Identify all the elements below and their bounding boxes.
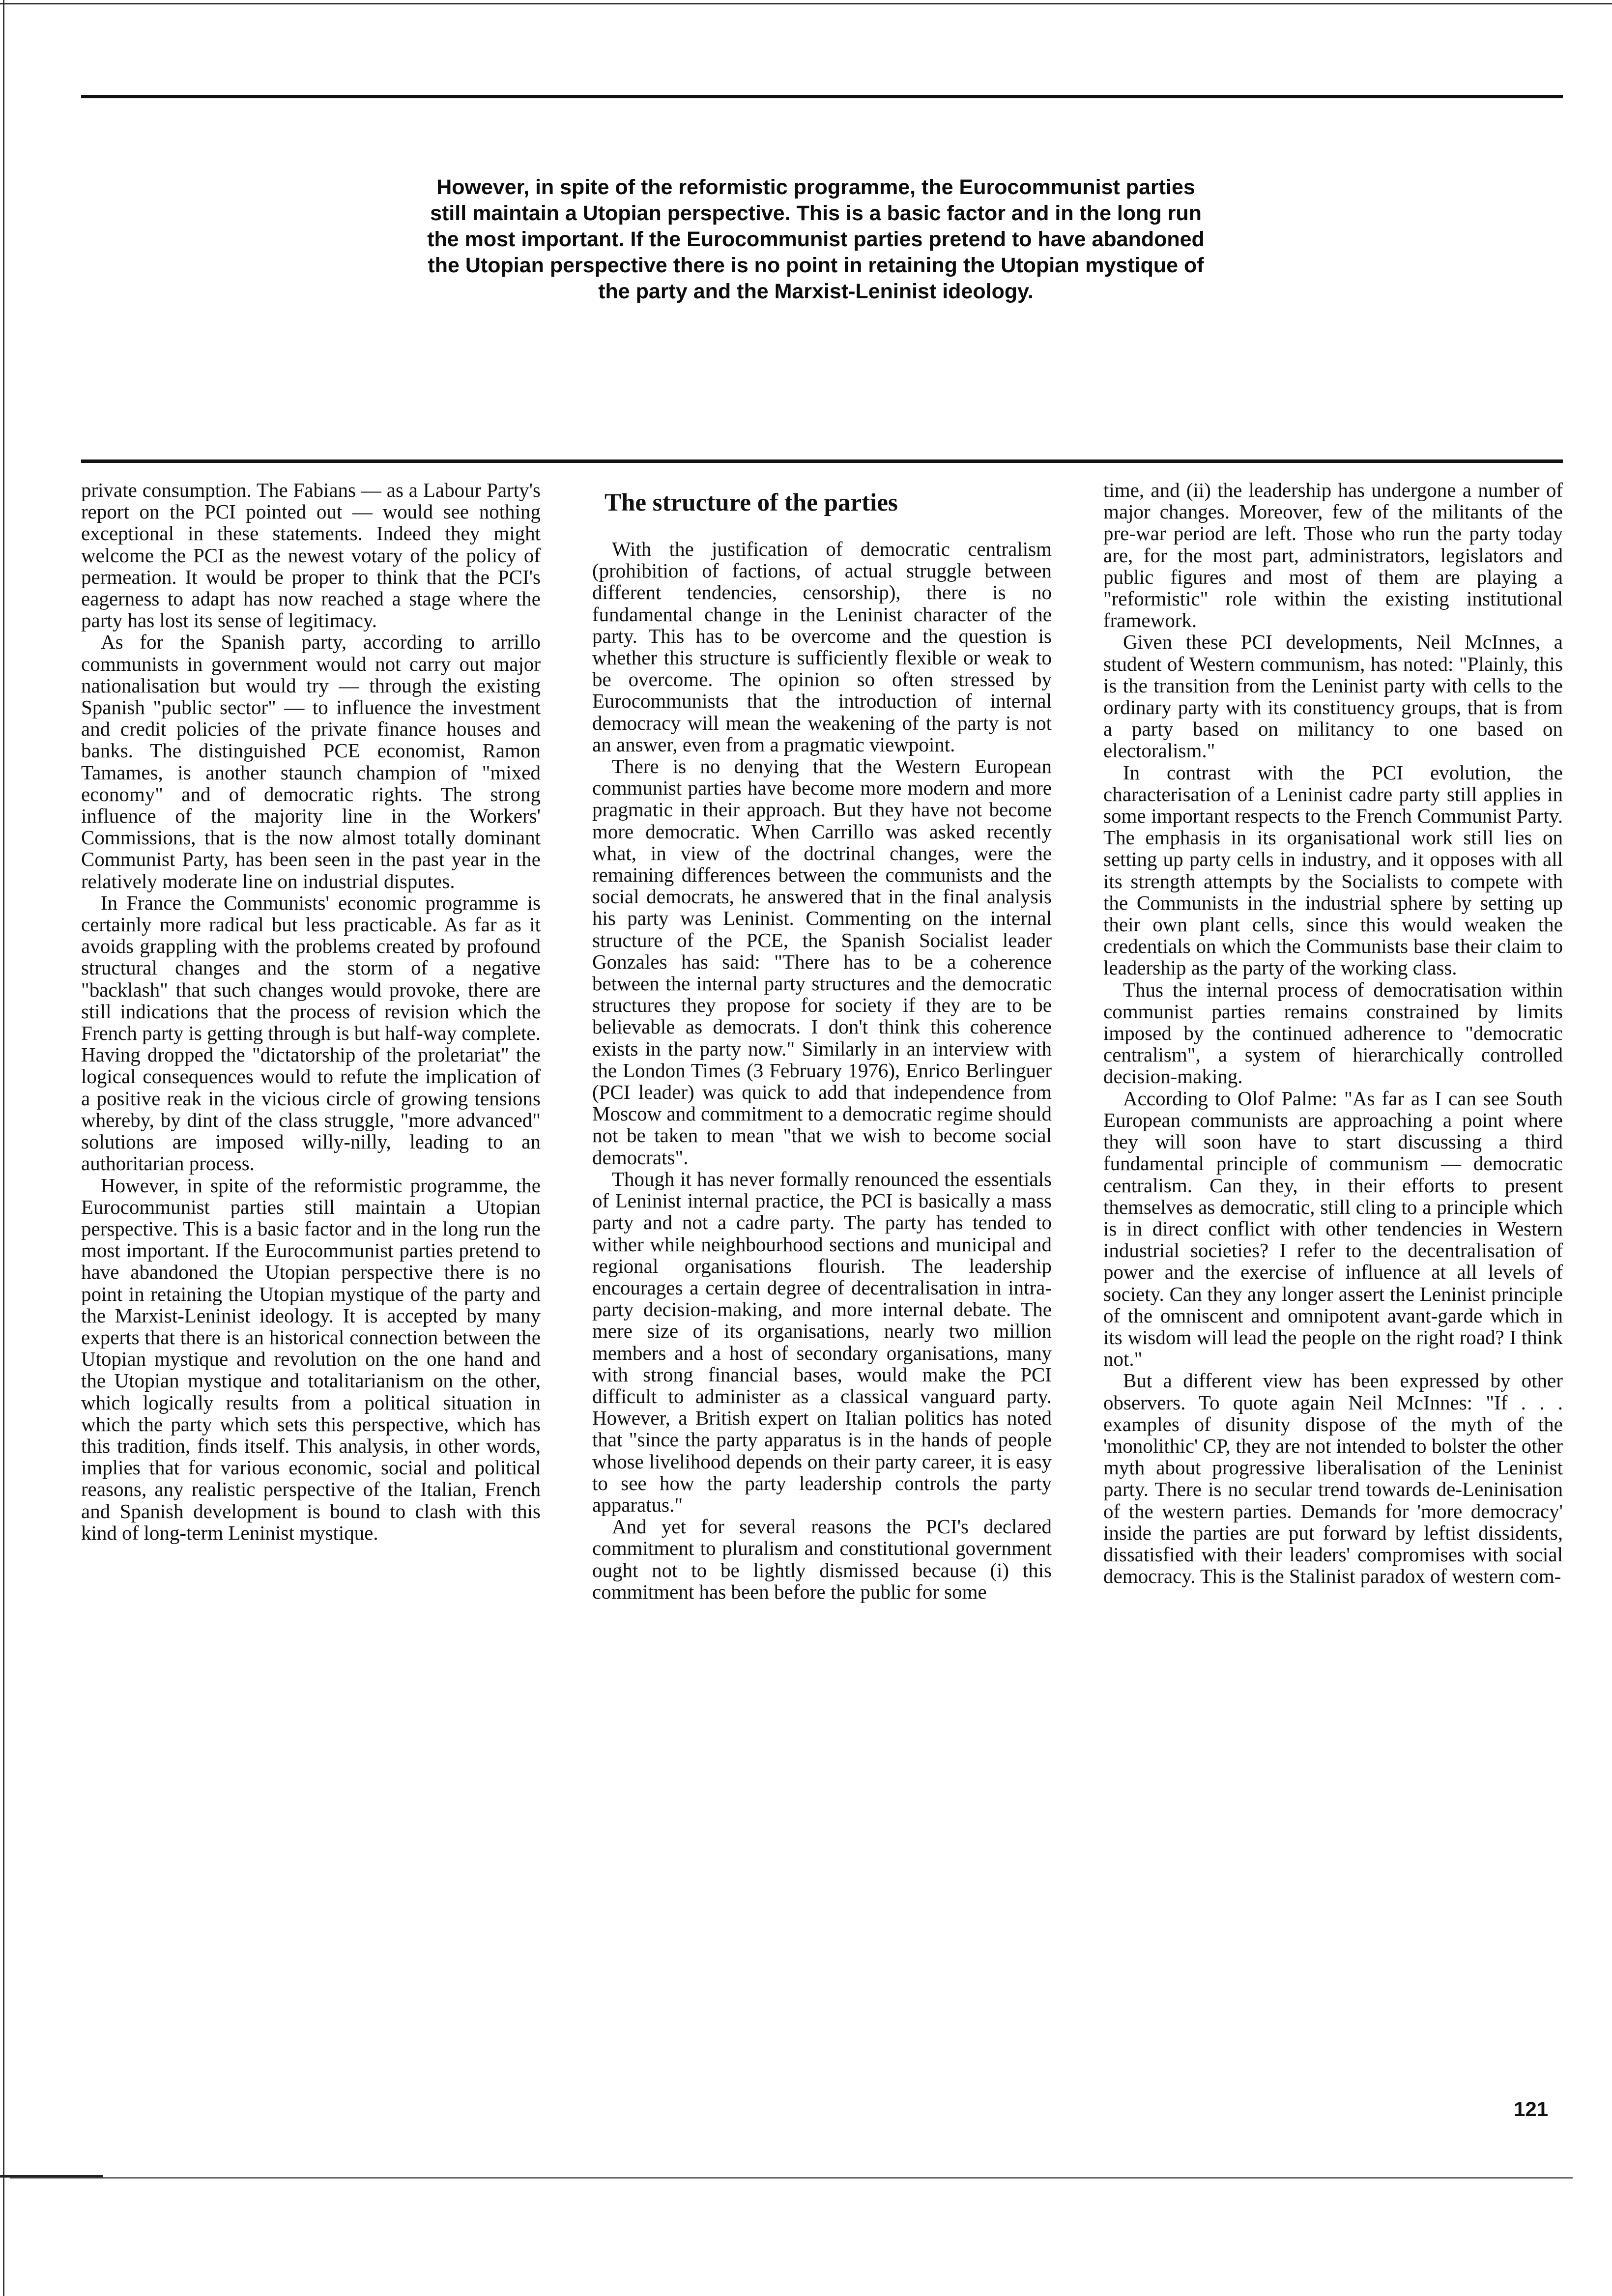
pull-quote-bottom-rule [81, 459, 1563, 463]
paragraph: There is no denying that the Western European communist parties have become more modern and more pragmatic in their approach. But they have not become more democratic. When Carrillo was asked recently what, in view of the doctrinal changes, were the remaining differences between the communists and the social democrats, he answered that in the final analysis his party was Leninist. Commenting on the internal structure of the PCE, the Spanish Socialist leader Gonzales has said: "There has to be a coherence between the internal party structures and the democratic structures they propose for society if they are to be believable as democrats. I don't think this coherence exists in the party now." Similarly in an interview with the London Times (3 February 1976), Enrico Berlinguer (PCI leader) was quick to add that independence from Moscow and commitment to a democratic regime should not be taken to mean "that we wish to become social democrats". [592, 755, 1052, 1169]
paragraph: Though it has never formally renounced the essentials of Leninist internal practice, the PCI is basically a mass party and not a cadre party. The party has tended to wither while neighbourhood sections and municipal and regional organisations flourish. The leadership encourages a certain degree of decentralisation in intra-party decision-making, and more internal debate. The mere size of its organisations, nearly two million members and a host of secondary organisations, many with strong financial bases, would make the PCI difficult to administer as a classical vanguard party. However, a British expert on Italian politics has noted that "since the party apparatus is in the hands of people whose livelihood depends on their party career, it is easy to see how the party leadership controls the party apparatus." [592, 1167, 1052, 1516]
scan-edge-left [3, 0, 4, 2296]
paragraph: And yet for several reasons the PCI's declared commitment to pluralism and constitutional government ought not to be lightly dismissed because (i) this commitment has been before the public for some [592, 1515, 1052, 1603]
paragraph: However, in spite of the reformistic programme, the Eurocommunist parties still maintain a Utopian perspective. This is a basic factor and in the long run the most important. If the Eurocommunist parties pretend to have abandoned the Utopian perspective there is no point in retaining the Utopian mystique of the party and the Marxist-Leninist ideology. It is accepted by many experts that there is an historical connection between the Utopian mystique and revolution on the one hand and the Utopian mystique and totalitarianism on the other, which logically results from a political situation in which the party which sets this perspective, which has this tradition, finds itself. This analysis, in other words, implies that for various economic, social and political reasons, any realistic perspective of the Italian, French and Spanish development is bound to clash with this kind of long-term Leninist mystique. [81, 1174, 541, 1544]
text-column-2 [592, 479, 1052, 1603]
paragraph: Given these PCI developments, Neil McInnes, a student of Western communism, has noted: "Plainly, this is the transition from the Leninist party with cells to the ordinary party with its constituency groups, that is from a party based on militancy to one based on electoralism." [1103, 631, 1563, 762]
text-column-3 [1103, 479, 1563, 1587]
paragraph: In contrast with the PCI evolution, the characterisation of a Leninist cadre party still applies in some important respects to the French Communist Party. The emphasis in its organisational work still lies on setting up party cells in industry, and it opposes with all its strength attempts by the Socialists to compete with the Communists in the industrial sphere by setting up their own plant cells, since this would weaken the credentials on which the Communists base their claim to leadership as the party of the working class. [1103, 761, 1563, 979]
paragraph: In France the Communists' economic programme is certainly more radical but less practicable. As far as it avoids grappling with the problems created by profound structural changes and the storm of a negative "backlash" that such changes would provoke, there are still indications that the process of revision which the French party is getting through is but half-way complete. Having dropped the "dictatorship of the proletariat" the logical consequences would to refute the implication of a positive reak in the vicious circle of growing tensions whereby, by dint of the class struggle, "more advanced" solutions are imposed willy-nilly, leading to an authoritarian process. [81, 891, 541, 1175]
text-column-1 [81, 479, 541, 1544]
scan-edge-bottom [10, 2177, 1573, 2179]
paragraph: time, and (ii) the leadership has undergone a number of major changes. Moreover, few of the militants of the pre-war period are left. Those who run the party today are, for the most part, administrators, legislators and public figures and most of them are playing a "reformistic" role within the existing institutional framework. [1103, 479, 1563, 632]
page-number: 121 [1514, 2097, 1549, 2121]
paragraph: According to Olof Palme: "As far as I can see South European communists are approaching a point where they will soon have to start discussing a third fundamental principle of communism — democratic centralism. Can they, in their efforts to present themselves as democratic, still cling to a principle which is in direct conflict with other tendencies in Western industrial societies? I refer to the decentralisation of power and the exercise of influence at all levels of society. Can they any longer assert the Leninist principle of the omniscent and omnipotent avant-garde which in its wisdom will lead the people on the right road? I think not." [1103, 1087, 1563, 1371]
paragraph: With the justification of democratic centralism (prohibition of factions, of actual struggle between different tendencies, censorship), there is no fundamental change in the Leninist character of the party. This has to be overcome and the question is whether this structure is sufficiently flexible or weak to be overcome. The opinion so often stressed by Eurocommunists that the introduction of internal democracy will mean the weakening of the party is not an answer, even from a pragmatic viewpoint. [592, 538, 1052, 756]
scan-edge-bottom-left [0, 2175, 103, 2178]
scan-edge-top [0, 3, 1612, 4]
section-heading: The structure of the parties [604, 489, 898, 517]
paragraph: But a different view has been expressed by other observers. To quote again Neil McInnes: "If . . . examples of disunity dispose of the myth of the 'monolithic' CP, they are not intended to bolster the other myth about progressive liberalisation of the Leninist party. There is no secular trend towards de-Leninisation of the western parties. Demands for 'more democracy' inside the parties are put forward by leftist dissidents, dissatisfied with their leaders' compromises with social democracy. This is the Stalinist paradox of western com- [1103, 1369, 1563, 1588]
paragraph: Thus the internal process of democratisation within communist parties remains constrained by limits imposed by the continued adherence to "democratic centralism", a system of hierarchically controlled decision-making. [1103, 978, 1563, 1088]
paragraph: private consumption. The Fabians — as a Labour Party's report on the PCI pointed out — would see nothing exceptional in these statements. Indeed they might welcome the PCI as the newest votary of the policy of permeation. It would be proper to think that the PCI's eagerness to adapt has now reached a stage where the party has lost its sense of legitimacy. [81, 479, 541, 632]
pull-quote: However, in spite of the reformistic programme, the Eurocommunist parties still maintain a Utopian perspective. This is a basic factor and in the long run the most important. If the Eurocommunist parties pretend to have abandoned the Utopian perspective there is no point in retaining the Utopian mystique of the party and the Marxist-Leninist ideology. [427, 175, 1205, 303]
pull-quote-top-rule [81, 95, 1563, 98]
paragraph: As for the Spanish party, according to arrillo communists in government would not carry out major nationalisation but would try — through the existing Spanish "public sector" — to influence the investment and credit policies of the private finance houses and banks. The distinguished PCE economist, Ramon Tamames, is another staunch champion of "mixed economy" and of democratic rights. The strong influence of the majority line in the Workers' Commissions, that is the now almost totally dominant Communist Party, has been seen in the past year in the relatively moderate line on industrial disputes. [81, 631, 541, 892]
